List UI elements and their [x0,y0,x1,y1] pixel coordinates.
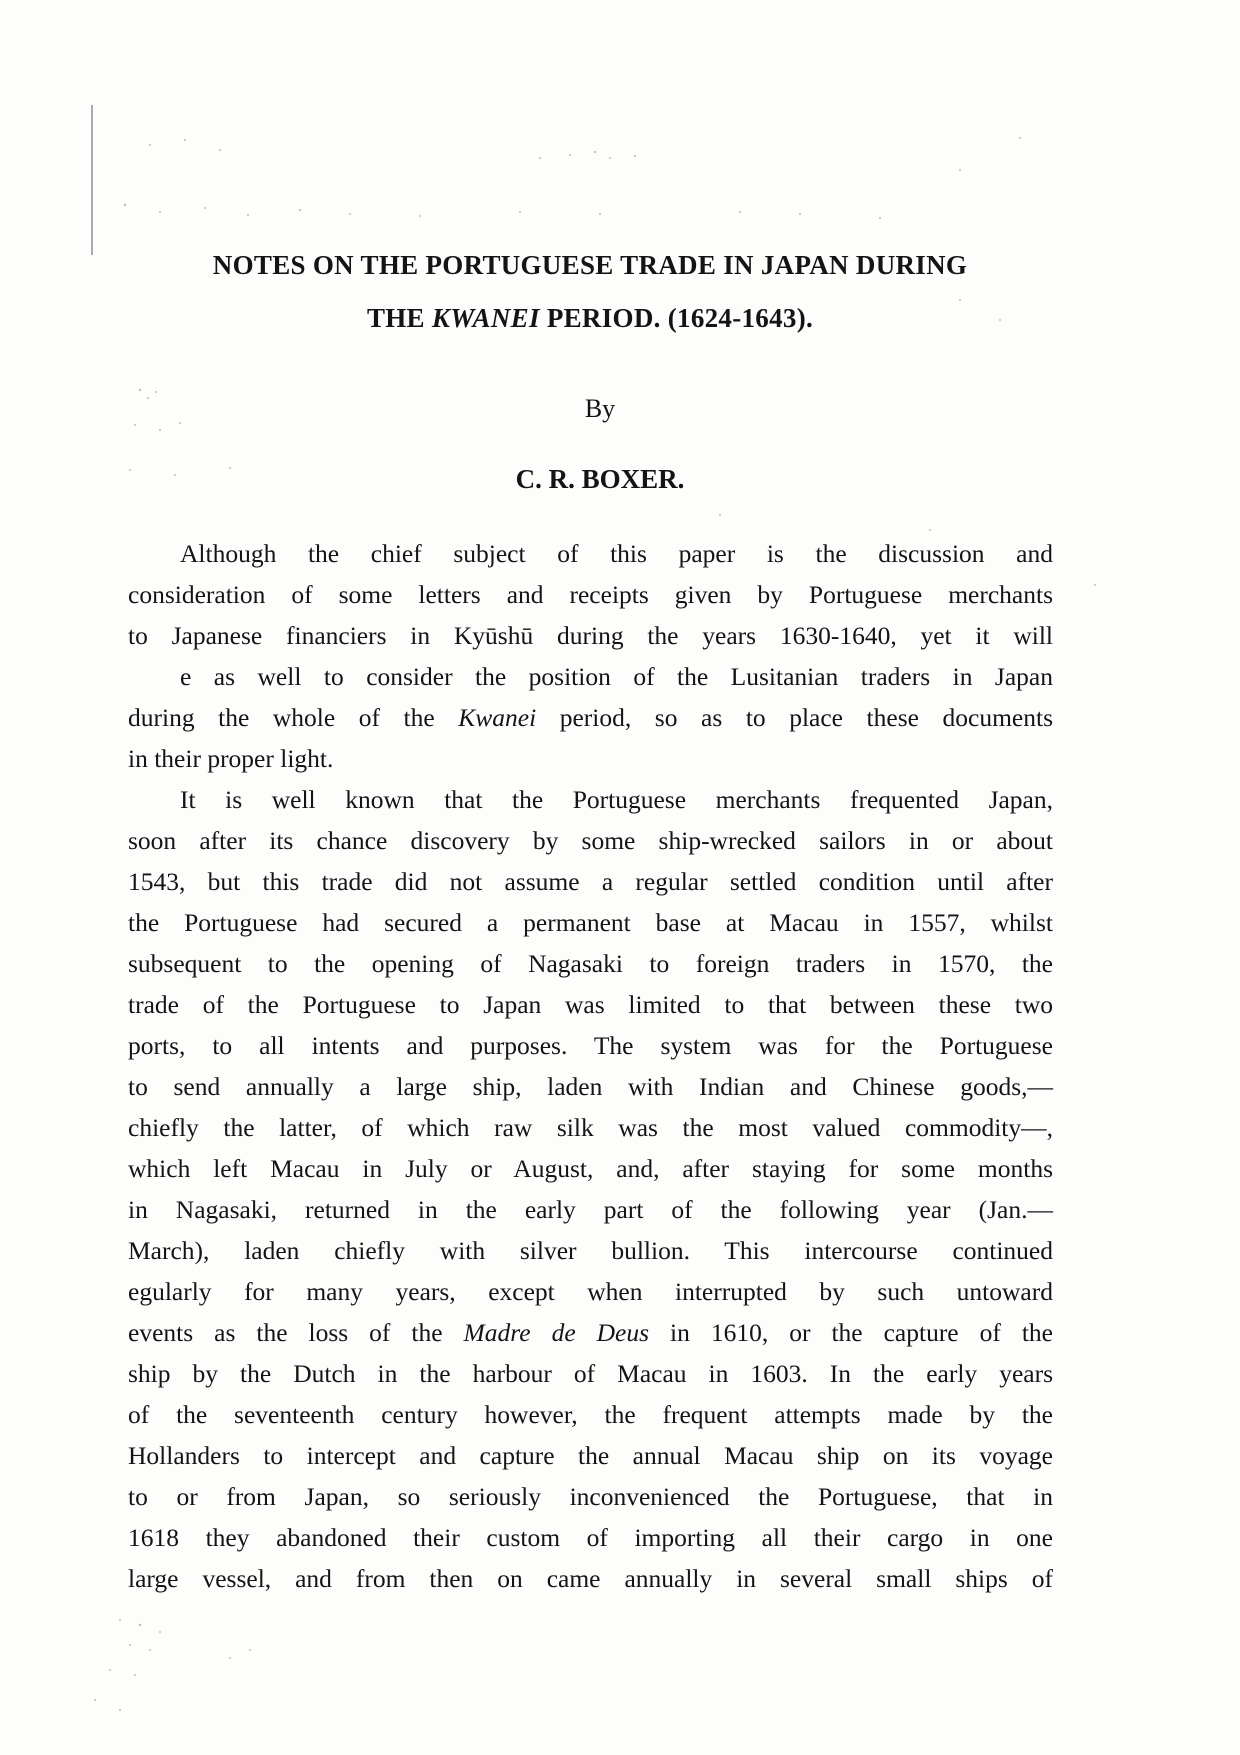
body-line [128,1312,1053,1353]
body-line [128,902,1053,943]
scan-edge-line [91,105,93,255]
body-line-text: large vessel, and from then on came annually in several small ships of [128,1564,1053,1593]
body-line [128,1476,1053,1517]
body-line-text: to send annually a large ship, laden with Indian and Chinese goods,— [128,1072,1053,1101]
body-line [128,656,1053,697]
body-line-text: 1543, but this trade did not assume a regular settled condition until after [128,867,1053,896]
body-line-text: to or from Japan, so seriously inconvenienced the Portuguese, that in [128,1482,1053,1511]
body-line-text: in Nagasaki, returned in the early part of the following year (Jan.— [128,1195,1053,1224]
body-line-text: ship by the Dutch in the harbour of Macau in 1603. In the early years [128,1359,1053,1388]
body-line [128,1189,1053,1230]
body-line-text: ports, to all intents and purposes. The system was for the Portuguese [128,1031,1053,1060]
body-line-text: chiefly the latter, of which raw silk was the most valued commodity—, [128,1113,1053,1142]
body-line [128,861,1053,902]
body-line-text: subsequent to the opening of Nagasaki to foreign traders in 1570, the [128,949,1053,978]
body-line [128,1271,1053,1312]
body-line [128,1435,1053,1476]
body-text [128,533,1053,1599]
title-line-2-suffix: PERIOD. (1624-1643). [539,303,814,333]
body-line [128,1025,1053,1066]
body-line-text: period, so as to place these documents [536,703,1053,732]
body-line [128,1230,1053,1271]
body-line-text: soon after its chance discovery by some ship-wrecked sailors in or about [128,826,1053,855]
body-line [128,1107,1053,1148]
body-line-text: in their proper light. [128,744,334,773]
body-line [128,943,1053,984]
body-line-text: in 1610, or the capture of the [649,1318,1053,1347]
body-line [128,779,1053,820]
body-line [128,574,1053,615]
body-line [128,738,1053,779]
document-title-line-2 [120,303,1060,334]
italic-term: Madre de Deus [463,1318,650,1347]
body-line-text: consideration of some letters and receipts given by Portuguese merchants [128,580,1053,609]
body-line-text: egularly for many years, except when interrupted by such untoward [128,1277,1053,1306]
body-line [128,1066,1053,1107]
body-line [128,1353,1053,1394]
body-line-text: which left Macau in July or August, and, after staying for some months [128,1154,1053,1183]
author-name: C. R. BOXER. [515,464,685,494]
body-line-text: 1618 they abandoned their custom of importing all their cargo in one [128,1523,1053,1552]
body-line-text: Although the chief subject of this paper is the discussion and [180,539,1053,568]
byline-by: By [584,394,616,423]
body-line-text: events as the loss of the [128,1318,464,1347]
body-line-text: to Japanese financiers in Kyūshū during the years 1630-1640, yet it will [128,621,1053,650]
body-line [128,1558,1053,1599]
title-period-name: KWANEI [431,303,540,333]
body-line [128,615,1053,656]
body-line [128,1394,1053,1435]
italic-term: Kwanei [458,703,537,732]
body-line [128,1517,1053,1558]
body-line-text: of the seventeenth century however, the frequent attempts made by the [128,1400,1053,1429]
body-line [128,820,1053,861]
body-line-text: e as well to consider the position of the Lusitanian traders in Japan [180,662,1053,691]
body-line-text: March), laden chiefly with silver bullion. This intercourse continued [128,1236,1053,1265]
body-line [128,984,1053,1025]
body-line-text: Hollanders to intercept and capture the annual Macau ship on its voyage [128,1441,1053,1470]
body-line [128,533,1053,574]
document-title-line-1: NOTES ON THE PORTUGUESE TRADE IN JAPAN DURING [212,250,968,280]
body-line-text: trade of the Portuguese to Japan was limited to that between these two [128,990,1053,1019]
body-line-text: It is well known that the Portuguese merchants frequented Japan, [180,785,1053,814]
body-line-text: during the whole of the [128,703,459,732]
title-line-2-prefix: THE [366,303,432,333]
body-line [128,697,1053,738]
body-line [128,1148,1053,1189]
body-line-text: the Portuguese had secured a permanent base at Macau in 1557, whilst [128,908,1053,937]
